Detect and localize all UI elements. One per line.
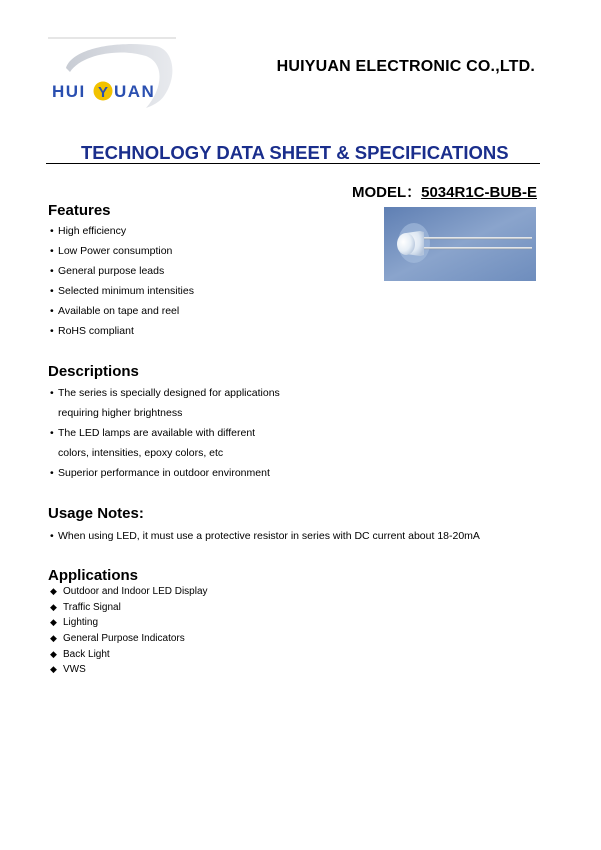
diamond-bullet-icon: ◆ <box>50 617 57 628</box>
dot-bullet-icon: • <box>50 265 54 277</box>
diamond-bullet-icon: ◆ <box>50 586 57 596</box>
diamond-bullet-icon: ◆ <box>50 601 57 612</box>
model-value: 5034R1C-BUB-E <box>421 184 537 201</box>
descriptions-list <box>50 383 280 483</box>
diamond-bullet-icon: ◆ <box>50 664 57 675</box>
list-item: • General purpose leads <box>50 261 194 281</box>
svg-text:UAN: UAN <box>114 82 156 101</box>
usage-notes-list <box>50 526 480 546</box>
list-item: ◆ VWS <box>50 662 208 678</box>
document-title: TECHNOLOGY DATA SHEET & SPECIFICATIONS <box>81 142 509 163</box>
dot-bullet-icon: • <box>50 225 54 237</box>
list-item-continuation: requiring higher brightness <box>58 407 183 419</box>
list-item: ◆ Outdoor and Indoor LED Display <box>50 584 208 600</box>
list-item: • High efficiency <box>50 221 194 241</box>
dot-bullet-icon: • <box>50 325 54 337</box>
svg-text:HUI: HUI <box>52 82 86 101</box>
diamond-bullet-icon: ◆ <box>50 648 57 659</box>
company-name: HUIYUAN ELECTRONIC CO.,LTD. <box>276 58 535 75</box>
dot-bullet-icon: • <box>50 387 54 399</box>
features-list <box>50 221 194 341</box>
list-item: ◆ General Purpose Indicators <box>50 631 208 647</box>
features-heading: Features <box>48 202 111 219</box>
dot-bullet-icon: • <box>50 245 54 257</box>
list-item: • RoHS compliant <box>50 321 194 341</box>
list-item: • Selected minimum intensities <box>50 281 194 301</box>
list-item-continuation: colors, intensities, epoxy colors, etc <box>58 447 224 459</box>
diamond-bullet-icon: ◆ <box>50 633 57 644</box>
company-logo <box>48 36 176 112</box>
dot-bullet-icon: • <box>50 530 54 542</box>
applications-heading: Applications <box>48 567 139 584</box>
list-item: ◆ Lighting <box>50 615 208 631</box>
applications-list <box>50 584 208 678</box>
list-item: • When using LED, it must use a protective resistor in series with DC current about 18-20mA <box>50 526 480 546</box>
list-item: ◆ Back Light <box>50 647 208 663</box>
led-product-photo <box>384 207 536 281</box>
dot-bullet-icon: • <box>50 285 54 297</box>
usage-notes-heading: Usage Notes: <box>48 505 144 522</box>
model-line <box>352 181 537 202</box>
dot-bullet-icon: • <box>50 427 54 439</box>
dot-bullet-icon: • <box>50 305 54 317</box>
list-item: • Low Power consumption <box>50 241 194 261</box>
title-divider <box>46 163 540 164</box>
dot-bullet-icon: • <box>50 467 54 479</box>
svg-text:Y: Y <box>98 84 109 101</box>
descriptions-heading: Descriptions <box>48 363 139 380</box>
list-item: • The LED lamps are available with different <box>50 423 280 443</box>
list-item: • Superior performance in outdoor environment <box>50 463 280 483</box>
model-label: MODEL： <box>351 184 422 201</box>
list-item: • Available on tape and reel <box>50 301 194 321</box>
list-item: ◆ Traffic Signal <box>50 600 208 616</box>
list-item: • The series is specially designed for applications <box>50 383 280 403</box>
